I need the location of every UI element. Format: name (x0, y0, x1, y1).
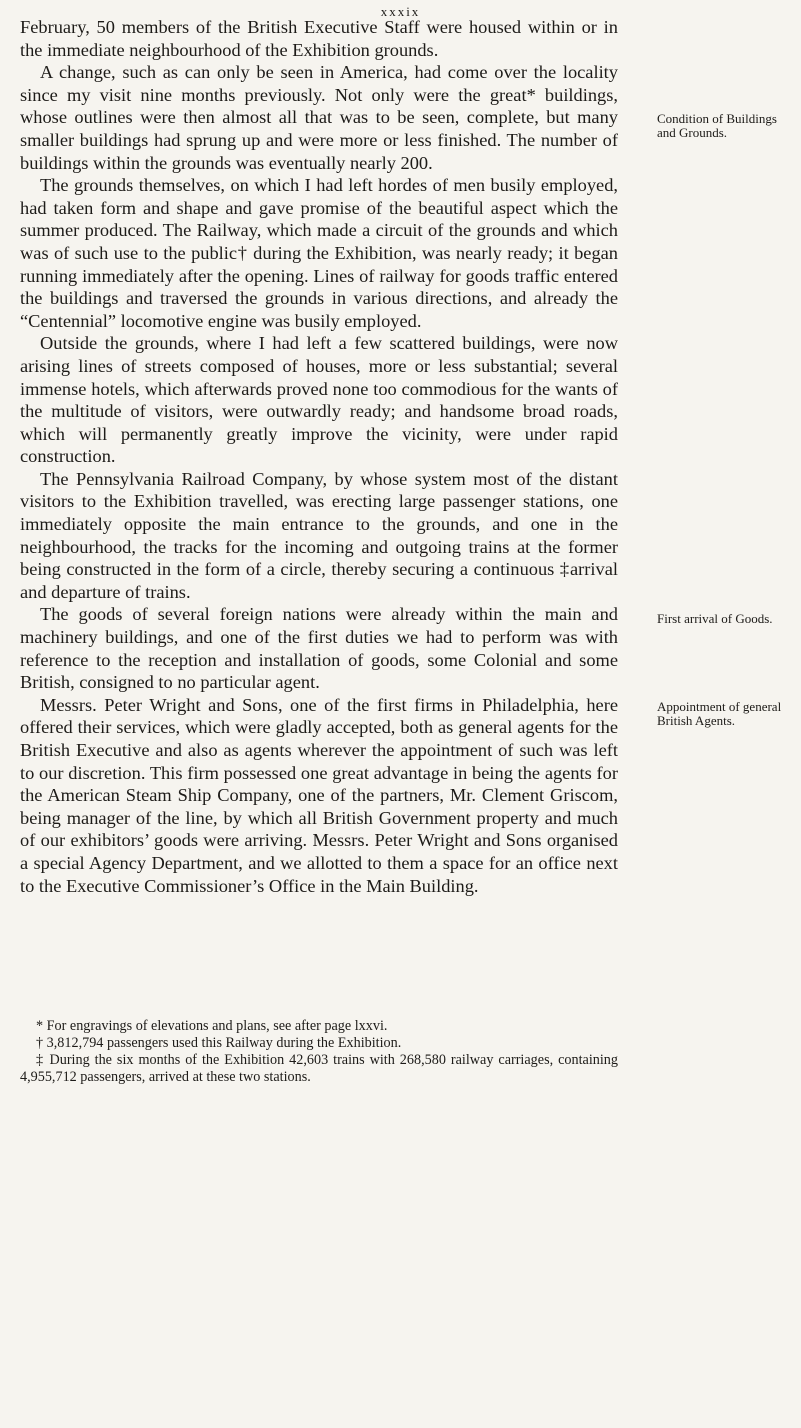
margin-note-appointment: Appointment of general British Agents. (657, 699, 782, 728)
page-number: xxxix (380, 4, 421, 19)
paragraph-3: The grounds themselves, on which I had left hordes of men busily employed, had taken form and shape and gave promise of the beautiful aspect which the summer produced. The Railway, which made a circuit of the grounds and which was of such use to the public† during the Exhibition, was nearly ready; it began running immediately after the opening. Lines of railway for goods traffic entered the buildings and traversed the grounds in various directions, and already the “Centennial” locomotive engine was busily employed. (20, 175, 618, 331)
body-text (20, 16, 618, 897)
paragraph-1: February, 50 members of the British Executive Staff were housed within or in the immediate neighbourhood of the Exhibition grounds. (20, 17, 618, 60)
footnote-3: ‡ During the six months of the Exhibition 42,603 trains with 268,580 railway carriages, containing 4,955,712 passengers, arrived at these two stations. (20, 1052, 618, 1085)
margin-note-first-arrival: First arrival of Goods. (657, 611, 773, 626)
footnote-1: * For engravings of elevations and plans, see after page lxxvi. (36, 1018, 388, 1034)
paragraph-7: Messrs. Peter Wright and Sons, one of the first firms in Philadelphia, here offered their services, which were gladly accepted, both as general agents for the British Executive and also as agents wherever the appointment of such was left to our discretion. This firm possessed one great advantage in being the agents for the American Steam Ship Company, one of the partners, Mr. Clement Griscom, being manager of the line, by which all British Government property and much of our exhibitors’ goods were arriving. Messrs. Peter Wright and Sons organised a special Agency Department, and we allotted to them a space for an office next to the Executive Commissioner’s Office in the Main Building. (20, 694, 618, 896)
paragraph-5: The Pennsylvania Railroad Company, by whose system most of the distant visitors to the Exhibition travelled, was erecting large passenger stations, one immediately opposite the main entrance to the grounds, and one in the neighbourhood, the tracks for the incoming and outgoing trains at the former being constructed in the form of a circle, thereby securing a continuous ‡arrival and departure of trains. (20, 468, 618, 602)
paragraph-2: A change, such as can only be seen in America, had come over the locality since my visit nine months previously. Not only were the great* buildings, whose outlines were then almost all that was to be seen, complete, but many smaller buildings had sprung up and were more or less finished. The number of buildings within the grounds was eventually nearly 200. (20, 62, 618, 173)
footnote-2: † 3,812,794 passengers used this Railway during the Exhibition. (36, 1035, 402, 1051)
paragraph-4: Outside the grounds, where I had left a few scattered buildings, were now arising lines of streets composed of houses, more or less substantial; several immense hotels, which afterwards proved none too commodious for the wants of the multitude of visitors, were outwardly ready; and handsome broad roads, which will permanently greatly improve the vicinity, were under rapid construction. (20, 333, 618, 467)
margin-note-condition: Condition of Buildings and Grounds. (657, 111, 777, 140)
footnotes (20, 1018, 618, 1086)
paragraph-6: The goods of several foreign nations were already within the main and machinery buildings, and one of the first duties we had to perform was with reference to the reception and installation of goods, some Colonial and some British, consigned to no particular agent. (20, 604, 618, 693)
